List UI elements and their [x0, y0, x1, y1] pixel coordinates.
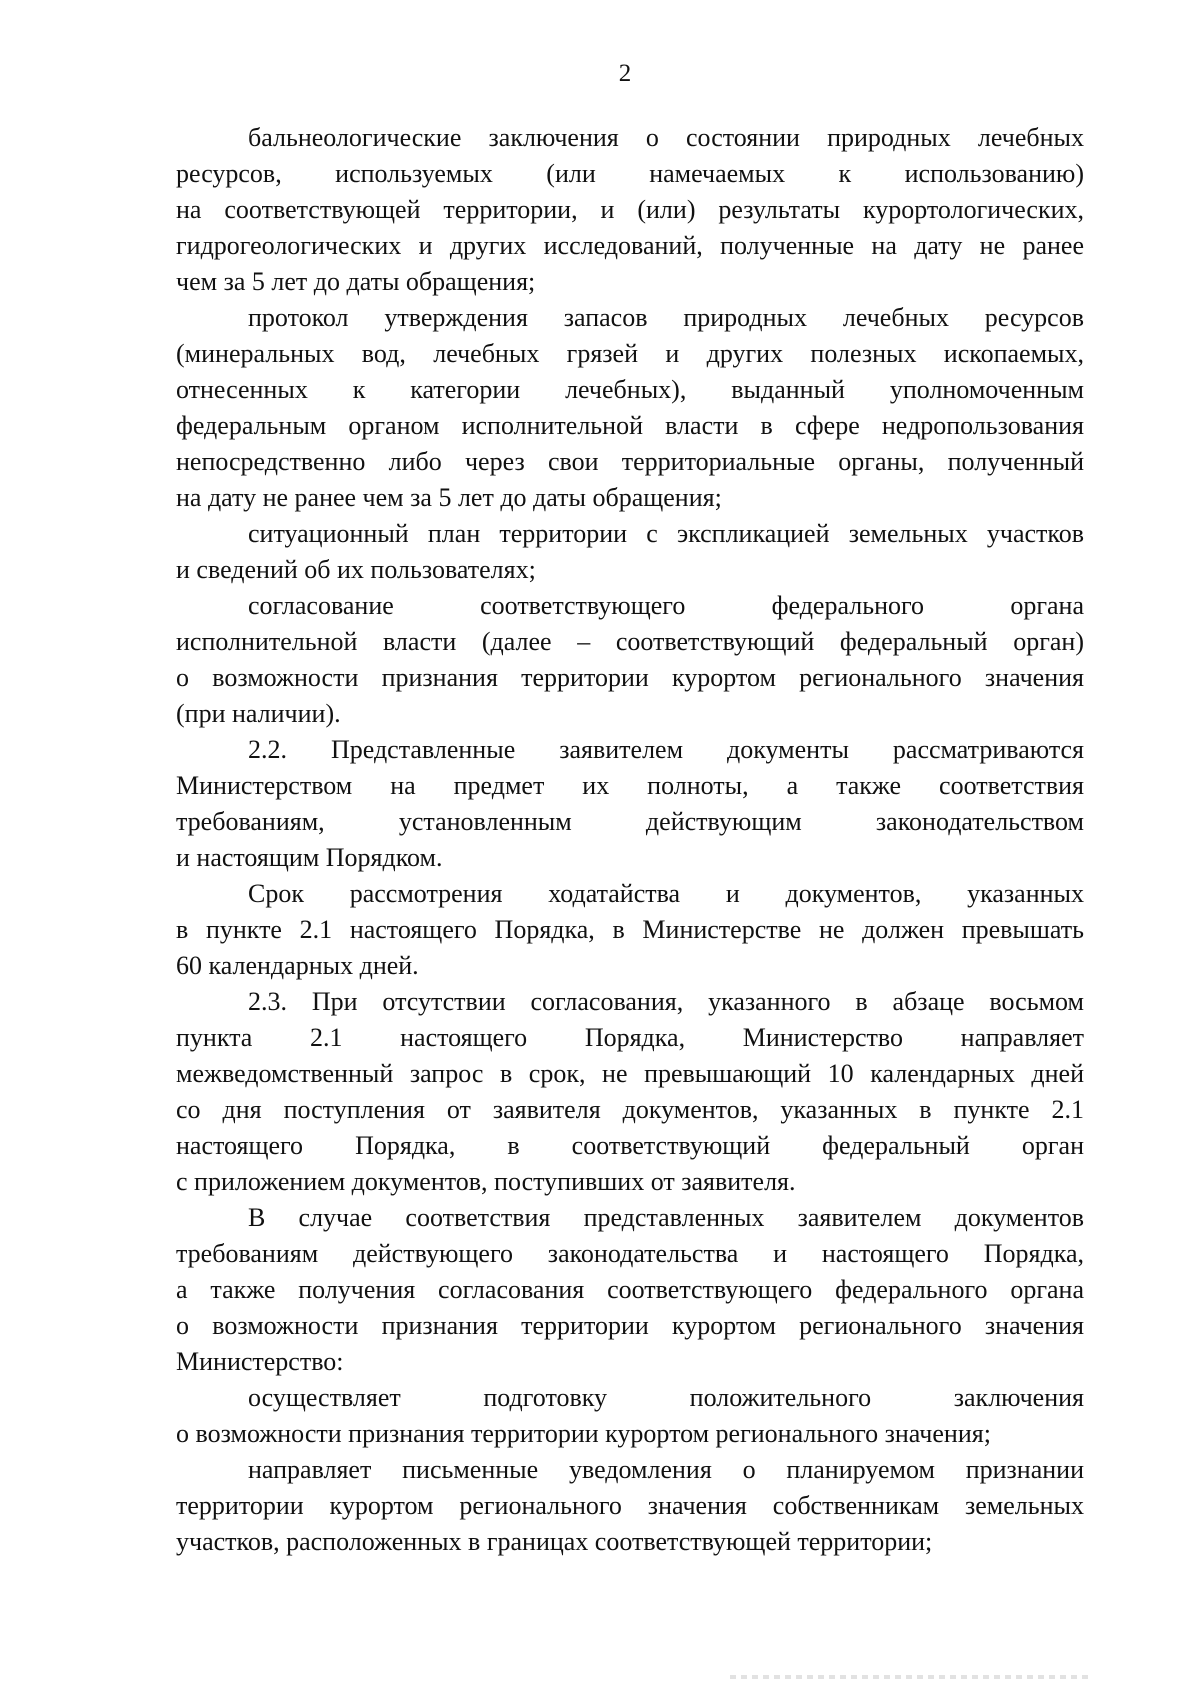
text-line: согласование соответствующего федерального органа	[248, 591, 1084, 620]
text-line: Министерство:	[176, 1347, 344, 1376]
text-line: участков, расположенных в границах соответствующей территории;	[176, 1527, 933, 1556]
text-line: (при наличии).	[176, 699, 341, 728]
paragraph-section-2-2	[176, 732, 1084, 876]
text-line: 2.3. При отсутствии согласования, указанного в абзаце восьмом	[248, 987, 1084, 1016]
paragraph-review-term	[176, 876, 1084, 984]
text-line: 2.2. Представленные заявителем документы рассматриваются	[248, 735, 1084, 764]
text-line: территории курортом регионального значения собственникам земельных	[176, 1491, 1084, 1520]
scan-artifact	[730, 1675, 1090, 1679]
text-line: гидрогеологических и других исследований, полученные на дату не ранее	[176, 231, 1084, 260]
document-body	[176, 120, 1084, 1560]
paragraph-compliance-case	[176, 1200, 1084, 1380]
page-number: 2	[618, 60, 632, 87]
text-line: требованиям, установленным действующим законодательством	[176, 807, 1084, 836]
text-line: в пункте 2.1 настоящего Порядка, в Министерстве не должен превышать	[176, 915, 1084, 944]
text-line: ресурсов, используемых (или намечаемых к использованию)	[176, 159, 1084, 188]
text-line: протокол утверждения запасов природных лечебных ресурсов	[248, 303, 1084, 332]
text-line: федеральным органом исполнительной власти в сфере недропользования	[176, 411, 1084, 440]
text-line: бальнеологические заключения о состоянии природных лечебных	[248, 123, 1084, 152]
text-line: о возможности признания территории курортом регионального значения	[176, 663, 1084, 692]
paragraph-federal-approval	[176, 588, 1084, 732]
text-line: ситуационный план территории с экспликацией земельных участков	[248, 519, 1084, 548]
text-line: на соответствующей территории, и (или) результаты курортологических,	[176, 195, 1084, 224]
text-line: Министерством на предмет их полноты, а также соответствия	[176, 771, 1084, 800]
paragraph-situation-plan	[176, 516, 1084, 588]
text-line: о возможности признания территории курортом регионального значения;	[176, 1419, 991, 1448]
text-line: со дня поступления от заявителя документов, указанных в пункте 2.1	[176, 1095, 1084, 1124]
text-line: чем за 5 лет до даты обращения;	[176, 267, 536, 296]
paragraph-section-2-3	[176, 984, 1084, 1200]
text-line: с приложением документов, поступивших от заявителя.	[176, 1167, 796, 1196]
paragraph-reserves-protocol	[176, 300, 1084, 516]
text-line: исполнительной власти (далее – соответствующий федеральный орган)	[176, 627, 1084, 656]
text-line: непосредственно либо через свои территориальные органы, полученный	[176, 447, 1084, 476]
text-line: пункта 2.1 настоящего Порядка, Министерство направляет	[176, 1023, 1084, 1052]
text-line: требованиям действующего законодательства и настоящего Порядка,	[176, 1239, 1084, 1268]
text-line: осуществляет подготовку положительного заключения	[248, 1383, 1084, 1412]
text-line: а также получения согласования соответствующего федерального органа	[176, 1275, 1084, 1304]
text-line: Срок рассмотрения ходатайства и документов, указанных	[248, 879, 1084, 908]
text-line: межведомственный запрос в срок, не превышающий 10 календарных дней	[176, 1059, 1084, 1088]
text-line: 60 календарных дней.	[176, 951, 419, 980]
text-line: (минеральных вод, лечебных грязей и других полезных ископаемых,	[176, 339, 1084, 368]
paragraph-balneological-conclusions	[176, 120, 1084, 300]
text-line: настоящего Порядка, в соответствующий федеральный орган	[176, 1131, 1084, 1160]
text-line: и сведений об их пользователях;	[176, 555, 536, 584]
text-line: отнесенных к категории лечебных), выданный уполномоченным	[176, 375, 1084, 404]
text-line: направляет письменные уведомления о планируемом признании	[248, 1455, 1084, 1484]
text-line: и настоящим Порядком.	[176, 843, 443, 872]
text-line: на дату не ранее чем за 5 лет до даты обращения;	[176, 483, 722, 512]
text-line: В случае соответствия представленных заявителем документов	[248, 1203, 1084, 1232]
paragraph-notifications	[176, 1452, 1084, 1560]
paragraph-positive-conclusion	[176, 1380, 1084, 1452]
text-line: о возможности признания территории курортом регионального значения	[176, 1311, 1084, 1340]
